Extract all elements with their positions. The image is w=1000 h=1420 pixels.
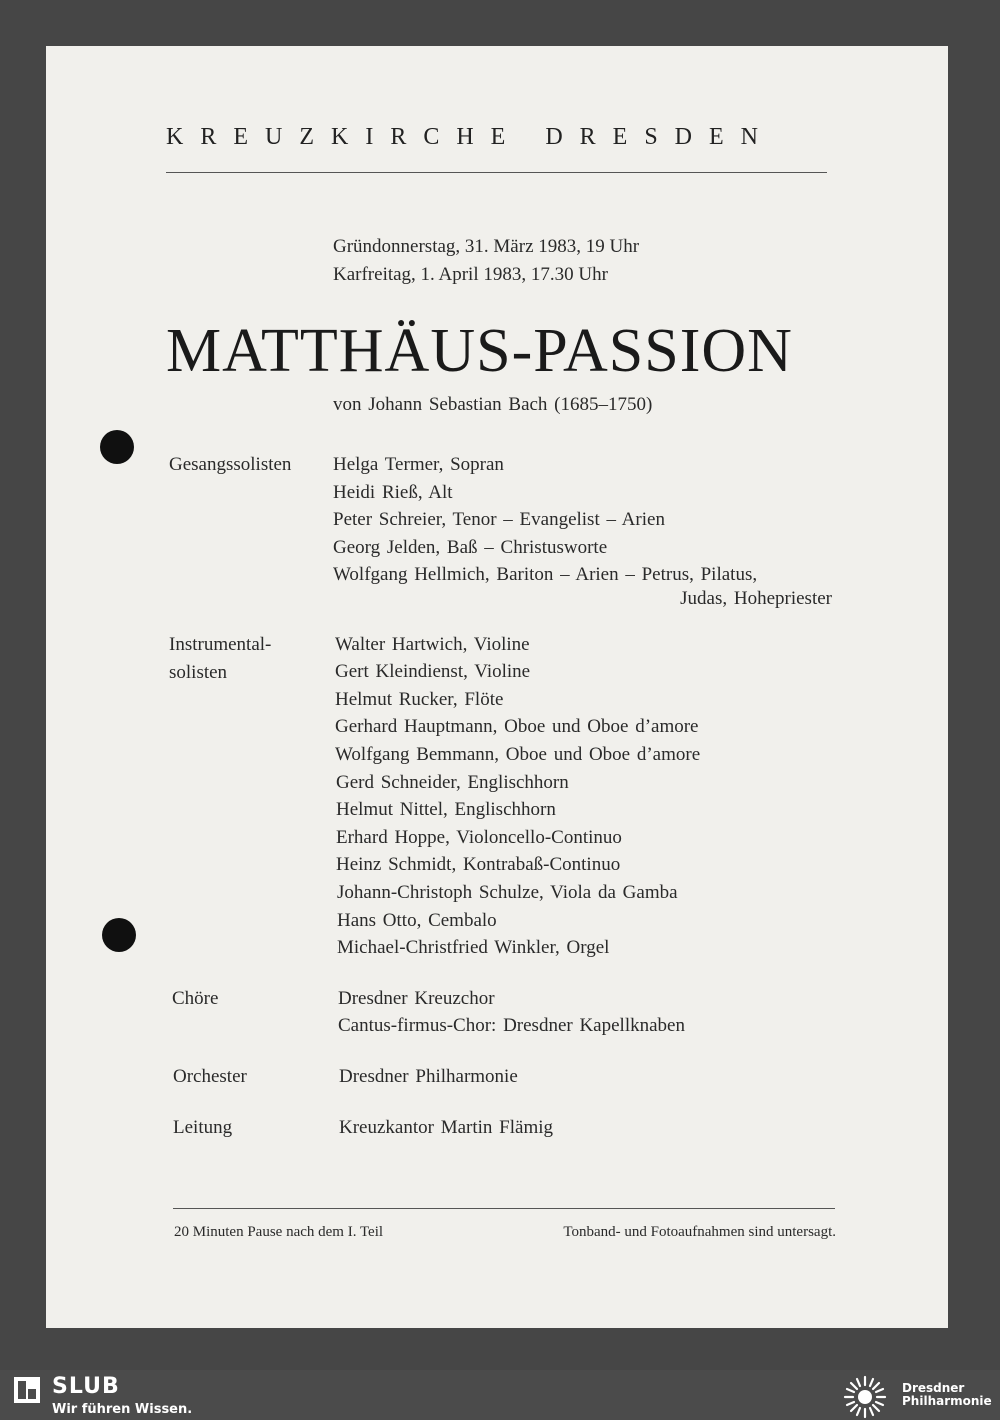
punch-hole-bottom <box>102 918 136 952</box>
slub-logo-icon <box>14 1377 40 1403</box>
section-label-orchestra: Orchester <box>173 1066 247 1087</box>
list-item: Dresdner Philharmonie <box>339 1066 518 1087</box>
header-rule <box>166 172 827 173</box>
list-item: Helmut Nittel, Englischhorn <box>336 799 556 820</box>
list-item: Erhard Hoppe, Violoncello-Continuo <box>336 827 622 848</box>
list-item: Gerd Schneider, Englischhorn <box>336 772 569 793</box>
section-label-instrumental: Instrumental- <box>169 634 272 655</box>
list-item: Heidi Rieß, Alt <box>333 482 453 503</box>
list-item: Dresdner Kreuzchor <box>338 988 495 1009</box>
list-item: Hans Otto, Cembalo <box>337 910 497 931</box>
list-item: Kreuzkantor Martin Flämig <box>339 1117 554 1138</box>
list-item: Helga Termer, Sopran <box>333 454 504 475</box>
list-item: Gerhard Hauptmann, Oboe und Oboe d’amore <box>335 716 699 737</box>
philharmonie-line-1: Dresdner <box>902 1381 965 1395</box>
section-label-instrumental-cont: solisten <box>169 662 228 683</box>
list-item: Georg Jelden, Baß – Christusworte <box>333 537 608 558</box>
list-item: Wolfgang Hellmich, Bariton – Arien – Petrus, Pilatus, <box>333 564 758 585</box>
venue-heading: KREUZKIRCHE DRESDEN <box>166 124 775 150</box>
section-label-choirs: Chöre <box>172 988 219 1009</box>
performance-date-2: Karfreitag, 1. April 1983, 17.30 Uhr <box>333 264 608 285</box>
section-label-vocal: Gesangssolisten <box>169 454 292 475</box>
section-label-conductor: Leitung <box>173 1117 233 1138</box>
list-item: Michael-Christfried Winkler, Orgel <box>337 937 610 958</box>
list-item: Peter Schreier, Tenor – Evangelist – Arien <box>333 509 665 530</box>
list-item: Gert Kleindienst, Violine <box>335 661 531 682</box>
slub-tagline: Wir führen Wissen. <box>52 1402 193 1417</box>
philharmonie-wordmark <box>902 1382 992 1408</box>
list-item: Wolfgang Bemmann, Oboe und Oboe d’amore <box>335 744 701 765</box>
work-title: MATTHÄUS-PASSION <box>166 317 793 385</box>
footer-recording-note: Tonband- und Fotoaufnahmen sind untersagt. <box>563 1224 836 1240</box>
list-item: Heinz Schmidt, Kontrabaß-Continuo <box>336 854 621 875</box>
performance-date-1: Gründonnerstag, 31. März 1983, 19 Uhr <box>333 236 640 257</box>
punch-hole-top <box>100 430 134 464</box>
list-item: Helmut Rucker, Flöte <box>335 689 504 710</box>
philharmonie-line-2: Philharmonie <box>902 1394 992 1408</box>
list-item-continuation: Judas, Hohepriester <box>680 588 832 609</box>
composer-line: von Johann Sebastian Bach (1685–1750) <box>333 394 653 415</box>
footer-rule <box>173 1208 835 1209</box>
footer-intermission-note: 20 Minuten Pause nach dem I. Teil <box>174 1224 384 1240</box>
list-item: Johann-Christoph Schulze, Viola da Gamba <box>337 882 678 903</box>
list-item: Cantus-firmus-Chor: Dresdner Kapellknaben <box>338 1015 685 1036</box>
philharmonie-logo-icon <box>842 1374 888 1420</box>
list-item: Walter Hartwich, Violine <box>335 634 530 655</box>
program-sheet <box>46 46 948 1328</box>
slub-wordmark: SLUB <box>52 1374 120 1399</box>
